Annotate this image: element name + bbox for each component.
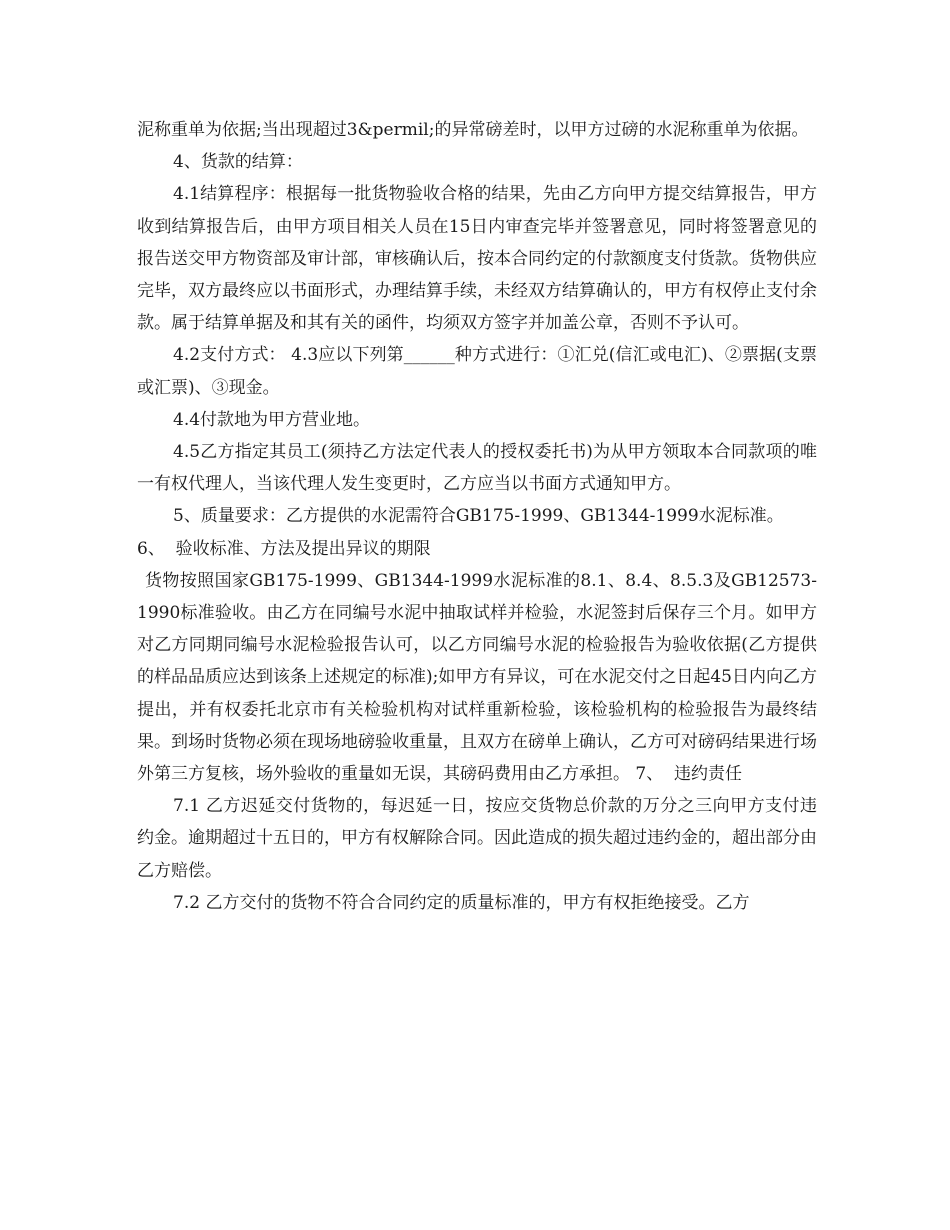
heading-acceptance-standards: 6、 验收标准、方法及提出异议的期限 — [137, 538, 431, 559]
heading-payment-settlement: 4、货款的结算： — [173, 152, 303, 173]
paragraph-settlement-procedure: 4.1结算程序：根据每一批货物验收合格的结果，先由乙方向甲方提交结算报告，甲方收到结算报告后，由甲方项目相关人员在15日内审查完毕并签署意见，同时将签署意见的报告送交甲方物资部及审计部，审核确认后，按本合同约定的付款额度支付货款。货物供应完毕，双方最终应以书面形式，办理结算手续，未经双方结算确认的，甲方有权停止支付余款。属于结算单据及和其有关的函件，均须双方签字并加盖公章，否则不予认可。 — [137, 184, 817, 334]
paragraph-payment-method: 4.2支付方式： 4.3应以下列第______种方式进行：①汇兑(信汇或电汇)、②票据(支票或汇票)、③现金。 — [137, 345, 817, 398]
paragraph-late-delivery-penalty: 7.1 乙方迟延交付货物的，每迟延一日，按应交货物总价款的万分之三向甲方支付违约金。逾期超过十五日的，甲方有权解除合同。因此造成的损失超过违约金的，超出部分由乙方赔偿。 — [137, 796, 817, 881]
document-body — [137, 114, 817, 919]
paragraph-quality-nonconformity: 7.2 乙方交付的货物不符合合同约定的质量标准的，甲方有权拒绝接受。乙方 — [173, 892, 750, 913]
paragraph-acceptance-details: 货物按照国家GB175-1999、GB1344-1999水泥标准的8.1、8.4、8.5.3及GB12573-1990标准验收。由乙方在同编号水泥中抽取试样并检验，水泥签封后保存三个月。如甲方对乙方同期同编号水泥检验报告认可，以乙方同编号水泥的检验报告为验收依据(乙方提供的样品品质应达到该条上述规定的标准);如甲方有异议，可在水泥交付之日起45日内向乙方提出，并有权委托北京市有关检验机构对试样重新检验，该检验机构的检验报告为最终结果。到场时货物必须在现场地磅验收重量，且双方在磅单上确认，乙方可对磅码结果进行场外第三方复核，场外验收的重量如无误，其磅码费用由乙方承担。 7、 违约责任 — [137, 570, 817, 785]
paragraph-authorized-agent: 4.5乙方指定其员工(须持乙方法定代表人的授权委托书)为从甲方领取本合同款项的唯一有权代理人，当该代理人发生变更时，乙方应当以书面方式通知甲方。 — [137, 442, 817, 495]
paragraph-weighing-basis: 泥称重单为依据;当出现超过3&permil;的异常磅差时，以甲方过磅的水泥称重单为依据。 — [137, 120, 809, 140]
paragraph-payment-place: 4.4付款地为甲方营业地。 — [173, 409, 371, 430]
paragraph-quality-requirements: 5、质量要求：乙方提供的水泥需符合GB175-1999、GB1344-1999水泥标准。 — [173, 506, 784, 527]
